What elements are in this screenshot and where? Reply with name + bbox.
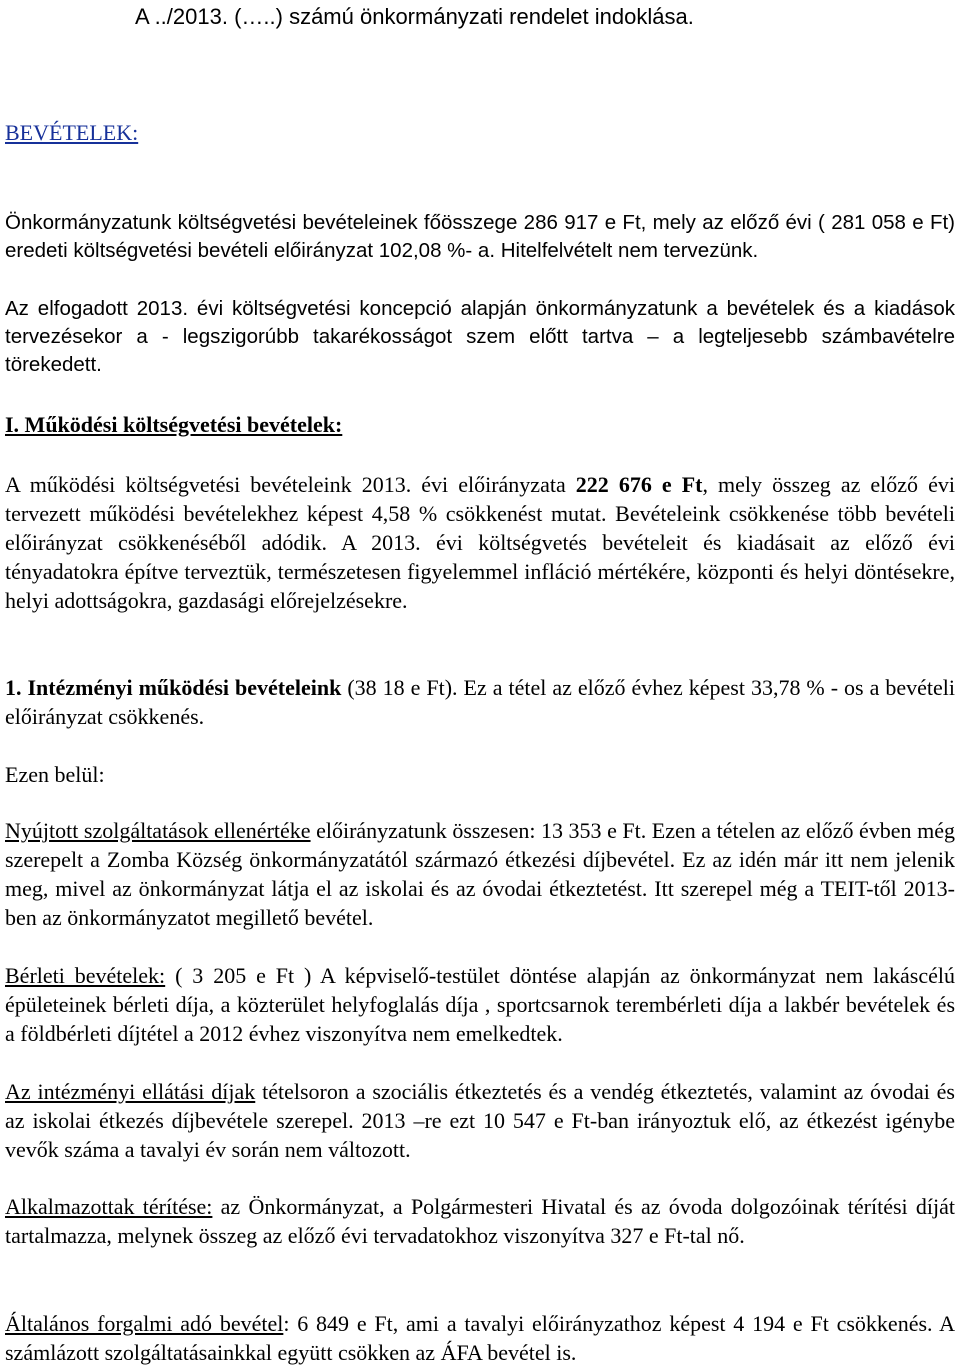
rental-paragraph <box>5 961 955 1048</box>
operating-revenue-paragraph <box>5 470 955 615</box>
employee-fees-paragraph <box>5 1192 955 1250</box>
operating-revenue-text-a: A működési költségvetési bevételeink 2013. évi előirányzata <box>5 472 576 497</box>
vat-paragraph <box>5 1309 955 1367</box>
operating-revenue-text-b: , mely összeg az előző évi tervezett működési bevételekhez képest 4,58 % csökkenést mutat. Bevételeink csökkenése több bevételi előirányzat csökkenéséből adódik. A 2013. évi költségvetés bevételeit és kiadásait az előző évi tényadatokra építve terveztük, természetesen figyelemmel infláció mértékére, központi és helyi döntésekre, helyi adottságokra, gazdasági előrejelzésekre. <box>5 472 955 613</box>
services-paragraph <box>5 816 955 932</box>
intro-paragraph-2: Az elfogadott 2013. évi költségvetési koncepció alapján önkormányzatunk a bevételek és a kiadások tervezésekor a - legszigorúbb takarékosságot szem előtt tartva – a legteljesebb számbavételre törekedett. <box>5 297 955 376</box>
institutional-revenue-paragraph <box>5 673 955 731</box>
employee-fees-text: az Önkormányzat, a Polgármesteri Hivatal és az óvoda dolgozóinak térítési díját tartalmazza, melynek összeg az előző évi tervadatokhoz viszonyítva 327 e Ft-tal nő. <box>5 1194 955 1248</box>
intro-paragraph-1: Önkormányzatunk költségvetési bevételeinek főösszege 286 917 e Ft, mely az előző évi ( 281 058 e Ft) eredeti költségvetési bevételi előirányzat 102,08 %- a. Hitelfelvételt nem tervezünk. <box>5 211 955 262</box>
vat-text: : 6 849 e Ft, ami a tavalyi előirányzathoz képest 4 194 e Ft csökkenés. A számlázott szolgáltatásainkkal együtt csökken az ÁFA bevétel is. <box>5 1311 955 1365</box>
institutional-revenue-text: (38 18 e Ft). Ez a tétel az előző évhez képest 33,78 % - os a bevételi előirányzat csökkenés. <box>5 675 955 729</box>
care-fees-text: tételsoron a szociális étkeztetés és a vendég étkeztetés, valamint az óvodai és az iskolai étkezés díjbevétele szerepel. 2013 –re ezt 10 547 e Ft-ban irányoztuk elő, az étkezést igénybe vevők száma a tavalyi év során nem változott. <box>5 1079 955 1162</box>
institutional-revenue-label: 1. Intézményi működési bevételeink <box>5 675 342 700</box>
services-text: előirányzatunk összesen: 13 353 e Ft. Ezen a tételen az előző évben még szerepelt a Zomba Község önkormányzatától származó étkezési díjbevétel. Ez az idén már itt nem jelenik meg, mivel az önkormányzat látja el az iskolai és az óvodai étkeztetést. Itt szerepel még a TEIT-től 2013-ben az önkormányzatot megillető bevétel. <box>5 818 955 930</box>
employee-fees-label: Alkalmazottak térítése: <box>5 1194 213 1219</box>
ezen-belul-label: Ezen belül: <box>5 762 105 787</box>
rental-label: Bérleti bevételek: <box>5 963 166 988</box>
rental-text: ( 3 205 e Ft ) A képviselő-testület döntése alapján az önkormányzat nem lakáscélú épületeinek bérleti díja, a közterület helyfoglalás díja , sportcsarnok terembérleti díja a lakbér bevételek és a földbérleti díjtétel a 2012 évhez viszonyítva nem emelkedtek. <box>5 963 955 1046</box>
services-label: Nyújtott szolgáltatások ellenértéke <box>5 818 311 843</box>
document-title: A ../2013. (…..) számú önkormányzati rendelet indoklása. <box>135 4 694 29</box>
care-fees-label: Az intézményi ellátási díjak <box>5 1079 256 1104</box>
revenue-heading: BEVÉTELEK: <box>5 120 139 145</box>
operating-revenue-amount: 222 676 e Ft <box>575 472 703 497</box>
operating-revenue-heading: I. Működési költségvetési bevételek: <box>5 412 343 437</box>
vat-label: Általános forgalmi adó bevétel <box>5 1311 284 1336</box>
care-fees-paragraph <box>5 1077 955 1164</box>
